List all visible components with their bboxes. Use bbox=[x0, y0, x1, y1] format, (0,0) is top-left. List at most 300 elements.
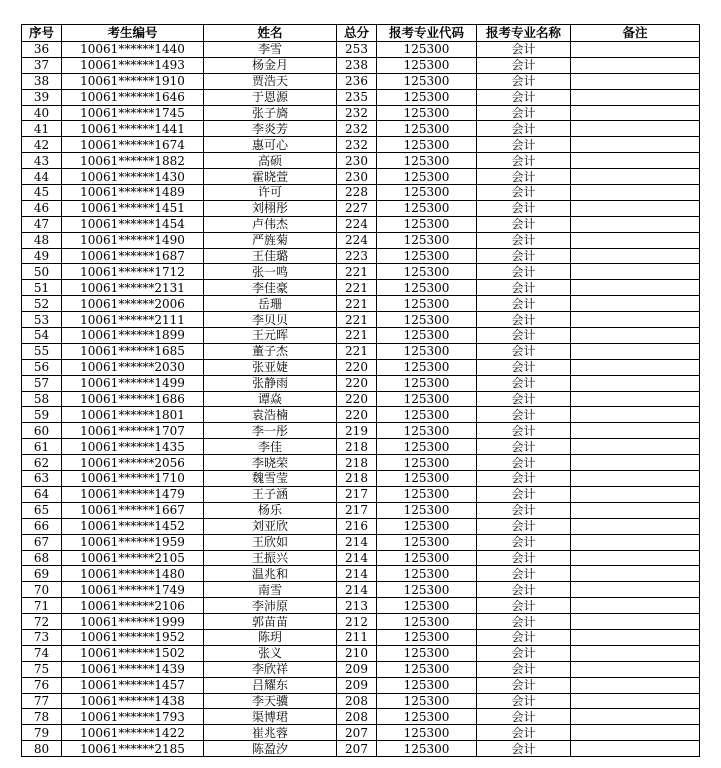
cell-remarks bbox=[571, 486, 700, 502]
table-row bbox=[22, 502, 700, 518]
cell-remarks bbox=[571, 582, 700, 598]
table-row bbox=[22, 709, 700, 725]
cell-name: 李天骥 bbox=[204, 693, 337, 709]
cell-seq: 79 bbox=[22, 725, 62, 741]
cell-seq: 46 bbox=[22, 200, 62, 216]
cell-candidate-id: 10061******1910 bbox=[62, 73, 204, 89]
cell-total-score: 232 bbox=[337, 105, 377, 121]
table-row bbox=[22, 471, 700, 487]
cell-major-name: 会计 bbox=[477, 185, 571, 201]
cell-remarks bbox=[571, 200, 700, 216]
cell-major-name: 会计 bbox=[477, 693, 571, 709]
table-row bbox=[22, 661, 700, 677]
cell-major-name: 会计 bbox=[477, 645, 571, 661]
cell-major-name: 会计 bbox=[477, 359, 571, 375]
cell-total-score: 232 bbox=[337, 137, 377, 153]
cell-major-name: 会计 bbox=[477, 121, 571, 137]
cell-candidate-id: 10061******1646 bbox=[62, 89, 204, 105]
cell-remarks bbox=[571, 471, 700, 487]
cell-total-score: 214 bbox=[337, 582, 377, 598]
cell-total-score: 221 bbox=[337, 280, 377, 296]
cell-seq: 38 bbox=[22, 73, 62, 89]
header-seq: 序号 bbox=[22, 25, 62, 42]
cell-candidate-id: 10061******1952 bbox=[62, 629, 204, 645]
cell-major-code: 125300 bbox=[377, 328, 477, 344]
cell-total-score: 220 bbox=[337, 391, 377, 407]
cell-major-name: 会计 bbox=[477, 137, 571, 153]
cell-name: 袁浩楠 bbox=[204, 407, 337, 423]
cell-name: 李炎芳 bbox=[204, 121, 337, 137]
cell-major-code: 125300 bbox=[377, 57, 477, 73]
cell-seq: 36 bbox=[22, 42, 62, 58]
cell-seq: 45 bbox=[22, 185, 62, 201]
header-candidate-id: 考生编号 bbox=[62, 25, 204, 42]
cell-major-name: 会计 bbox=[477, 280, 571, 296]
table-row bbox=[22, 359, 700, 375]
cell-candidate-id: 10061******1440 bbox=[62, 42, 204, 58]
cell-name: 李欣祥 bbox=[204, 661, 337, 677]
cell-major-name: 会计 bbox=[477, 312, 571, 328]
table-row bbox=[22, 439, 700, 455]
cell-candidate-id: 10061******1899 bbox=[62, 328, 204, 344]
cell-total-score: 214 bbox=[337, 566, 377, 582]
cell-remarks bbox=[571, 693, 700, 709]
cell-total-score: 232 bbox=[337, 121, 377, 137]
cell-candidate-id: 10061******1687 bbox=[62, 248, 204, 264]
cell-name: 王元晖 bbox=[204, 328, 337, 344]
cell-seq: 40 bbox=[22, 105, 62, 121]
cell-name: 陈盈汐 bbox=[204, 741, 337, 757]
cell-remarks bbox=[571, 169, 700, 185]
cell-name: 吕耀东 bbox=[204, 677, 337, 693]
cell-candidate-id: 10061******1422 bbox=[62, 725, 204, 741]
cell-name: 严旌菊 bbox=[204, 232, 337, 248]
cell-major-name: 会计 bbox=[477, 105, 571, 121]
cell-name: 李一彤 bbox=[204, 423, 337, 439]
cell-major-code: 125300 bbox=[377, 216, 477, 232]
cell-seq: 41 bbox=[22, 121, 62, 137]
cell-major-code: 125300 bbox=[377, 200, 477, 216]
cell-major-code: 125300 bbox=[377, 375, 477, 391]
cell-major-name: 会计 bbox=[477, 73, 571, 89]
cell-major-code: 125300 bbox=[377, 312, 477, 328]
header-major-code: 报考专业代码 bbox=[377, 25, 477, 42]
cell-seq: 43 bbox=[22, 153, 62, 169]
table-row bbox=[22, 693, 700, 709]
cell-major-code: 125300 bbox=[377, 661, 477, 677]
cell-seq: 37 bbox=[22, 57, 62, 73]
header-name: 姓名 bbox=[204, 25, 337, 42]
cell-remarks bbox=[571, 391, 700, 407]
table-row bbox=[22, 57, 700, 73]
cell-total-score: 207 bbox=[337, 741, 377, 757]
cell-major-code: 125300 bbox=[377, 153, 477, 169]
cell-total-score: 230 bbox=[337, 153, 377, 169]
cell-candidate-id: 10061******1493 bbox=[62, 57, 204, 73]
cell-seq: 73 bbox=[22, 629, 62, 645]
table-row bbox=[22, 486, 700, 502]
cell-major-code: 125300 bbox=[377, 566, 477, 582]
cell-seq: 42 bbox=[22, 137, 62, 153]
cell-candidate-id: 10061******1793 bbox=[62, 709, 204, 725]
cell-major-code: 125300 bbox=[377, 105, 477, 121]
cell-seq: 52 bbox=[22, 296, 62, 312]
table-row bbox=[22, 312, 700, 328]
table-row bbox=[22, 280, 700, 296]
cell-remarks bbox=[571, 677, 700, 693]
cell-seq: 53 bbox=[22, 312, 62, 328]
cell-total-score: 208 bbox=[337, 709, 377, 725]
cell-name: 崔兆蓉 bbox=[204, 725, 337, 741]
cell-seq: 44 bbox=[22, 169, 62, 185]
cell-candidate-id: 10061******1490 bbox=[62, 232, 204, 248]
cell-major-name: 会计 bbox=[477, 550, 571, 566]
cell-name: 李雪 bbox=[204, 42, 337, 58]
cell-candidate-id: 10061******1454 bbox=[62, 216, 204, 232]
cell-name: 温兆和 bbox=[204, 566, 337, 582]
cell-total-score: 216 bbox=[337, 518, 377, 534]
cell-major-code: 125300 bbox=[377, 343, 477, 359]
cell-name: 渠博珺 bbox=[204, 709, 337, 725]
cell-total-score: 214 bbox=[337, 550, 377, 566]
cell-major-name: 会计 bbox=[477, 216, 571, 232]
cell-remarks bbox=[571, 216, 700, 232]
cell-name: 于恩源 bbox=[204, 89, 337, 105]
cell-seq: 56 bbox=[22, 359, 62, 375]
table-row bbox=[22, 598, 700, 614]
cell-total-score: 212 bbox=[337, 614, 377, 630]
cell-seq: 74 bbox=[22, 645, 62, 661]
table-row bbox=[22, 391, 700, 407]
cell-major-code: 125300 bbox=[377, 391, 477, 407]
cell-total-score: 217 bbox=[337, 502, 377, 518]
cell-candidate-id: 10061******2185 bbox=[62, 741, 204, 757]
cell-candidate-id: 10061******1489 bbox=[62, 185, 204, 201]
cell-total-score: 211 bbox=[337, 629, 377, 645]
cell-name: 张静雨 bbox=[204, 375, 337, 391]
cell-major-code: 125300 bbox=[377, 232, 477, 248]
cell-name: 李佳豪 bbox=[204, 280, 337, 296]
cell-seq: 47 bbox=[22, 216, 62, 232]
cell-total-score: 230 bbox=[337, 169, 377, 185]
cell-seq: 65 bbox=[22, 502, 62, 518]
table-row bbox=[22, 629, 700, 645]
cell-remarks bbox=[571, 328, 700, 344]
cell-name: 张子旖 bbox=[204, 105, 337, 121]
cell-candidate-id: 10061******1480 bbox=[62, 566, 204, 582]
cell-name: 王欣如 bbox=[204, 534, 337, 550]
cell-total-score: 213 bbox=[337, 598, 377, 614]
cell-seq: 39 bbox=[22, 89, 62, 105]
cell-major-name: 会计 bbox=[477, 153, 571, 169]
cell-seq: 59 bbox=[22, 407, 62, 423]
cell-total-score: 221 bbox=[337, 264, 377, 280]
cell-seq: 48 bbox=[22, 232, 62, 248]
cell-candidate-id: 10061******1745 bbox=[62, 105, 204, 121]
table-row bbox=[22, 645, 700, 661]
cell-total-score: 227 bbox=[337, 200, 377, 216]
table-row bbox=[22, 248, 700, 264]
cell-candidate-id: 10061******1667 bbox=[62, 502, 204, 518]
cell-total-score: 224 bbox=[337, 232, 377, 248]
cell-seq: 58 bbox=[22, 391, 62, 407]
cell-total-score: 235 bbox=[337, 89, 377, 105]
cell-major-name: 会计 bbox=[477, 423, 571, 439]
cell-name: 杨乐 bbox=[204, 502, 337, 518]
cell-major-code: 125300 bbox=[377, 455, 477, 471]
cell-major-code: 125300 bbox=[377, 264, 477, 280]
table-row bbox=[22, 232, 700, 248]
cell-total-score: 219 bbox=[337, 423, 377, 439]
cell-candidate-id: 10061******2106 bbox=[62, 598, 204, 614]
cell-remarks bbox=[571, 725, 700, 741]
cell-name: 杨金月 bbox=[204, 57, 337, 73]
cell-candidate-id: 10061******1499 bbox=[62, 375, 204, 391]
cell-name: 霍晓萱 bbox=[204, 169, 337, 185]
cell-major-code: 125300 bbox=[377, 89, 477, 105]
cell-major-name: 会计 bbox=[477, 598, 571, 614]
cell-total-score: 253 bbox=[337, 42, 377, 58]
score-table bbox=[21, 24, 700, 757]
cell-remarks bbox=[571, 137, 700, 153]
cell-major-code: 125300 bbox=[377, 725, 477, 741]
cell-remarks bbox=[571, 153, 700, 169]
cell-name: 王振兴 bbox=[204, 550, 337, 566]
cell-remarks bbox=[571, 598, 700, 614]
cell-total-score: 220 bbox=[337, 359, 377, 375]
cell-candidate-id: 10061******1882 bbox=[62, 153, 204, 169]
header-remarks: 备注 bbox=[571, 25, 700, 42]
cell-major-name: 会计 bbox=[477, 169, 571, 185]
cell-remarks bbox=[571, 105, 700, 121]
table-row bbox=[22, 153, 700, 169]
cell-candidate-id: 10061******2056 bbox=[62, 455, 204, 471]
cell-major-code: 125300 bbox=[377, 121, 477, 137]
cell-name: 刘栩彤 bbox=[204, 200, 337, 216]
cell-seq: 68 bbox=[22, 550, 62, 566]
cell-major-name: 会计 bbox=[477, 677, 571, 693]
cell-candidate-id: 10061******1686 bbox=[62, 391, 204, 407]
cell-major-name: 会计 bbox=[477, 328, 571, 344]
cell-name: 张义 bbox=[204, 645, 337, 661]
cell-remarks bbox=[571, 423, 700, 439]
cell-major-name: 会计 bbox=[477, 455, 571, 471]
cell-total-score: 210 bbox=[337, 645, 377, 661]
cell-major-code: 125300 bbox=[377, 439, 477, 455]
cell-total-score: 228 bbox=[337, 185, 377, 201]
cell-candidate-id: 10061******1999 bbox=[62, 614, 204, 630]
cell-candidate-id: 10061******1502 bbox=[62, 645, 204, 661]
cell-major-code: 125300 bbox=[377, 518, 477, 534]
cell-major-name: 会计 bbox=[477, 264, 571, 280]
cell-seq: 50 bbox=[22, 264, 62, 280]
cell-remarks bbox=[571, 312, 700, 328]
table-row bbox=[22, 423, 700, 439]
cell-name: 张亚婕 bbox=[204, 359, 337, 375]
cell-name: 董子杰 bbox=[204, 343, 337, 359]
table-row bbox=[22, 216, 700, 232]
cell-major-code: 125300 bbox=[377, 598, 477, 614]
cell-remarks bbox=[571, 73, 700, 89]
cell-major-name: 会计 bbox=[477, 407, 571, 423]
cell-major-code: 125300 bbox=[377, 614, 477, 630]
table-row bbox=[22, 105, 700, 121]
cell-major-name: 会计 bbox=[477, 534, 571, 550]
cell-major-code: 125300 bbox=[377, 185, 477, 201]
cell-major-name: 会计 bbox=[477, 248, 571, 264]
cell-remarks bbox=[571, 709, 700, 725]
cell-major-code: 125300 bbox=[377, 741, 477, 757]
cell-major-code: 125300 bbox=[377, 709, 477, 725]
cell-major-name: 会计 bbox=[477, 391, 571, 407]
cell-seq: 78 bbox=[22, 709, 62, 725]
cell-candidate-id: 10061******1707 bbox=[62, 423, 204, 439]
cell-total-score: 223 bbox=[337, 248, 377, 264]
cell-seq: 60 bbox=[22, 423, 62, 439]
cell-major-name: 会计 bbox=[477, 232, 571, 248]
cell-total-score: 209 bbox=[337, 661, 377, 677]
cell-seq: 54 bbox=[22, 328, 62, 344]
cell-seq: 66 bbox=[22, 518, 62, 534]
cell-name: 谭焱 bbox=[204, 391, 337, 407]
table-row bbox=[22, 328, 700, 344]
cell-remarks bbox=[571, 264, 700, 280]
cell-name: 李贝贝 bbox=[204, 312, 337, 328]
cell-major-name: 会计 bbox=[477, 200, 571, 216]
table-body bbox=[22, 42, 700, 757]
cell-major-name: 会计 bbox=[477, 566, 571, 582]
cell-candidate-id: 10061******1685 bbox=[62, 343, 204, 359]
cell-major-code: 125300 bbox=[377, 582, 477, 598]
cell-total-score: 236 bbox=[337, 73, 377, 89]
cell-major-code: 125300 bbox=[377, 645, 477, 661]
cell-seq: 64 bbox=[22, 486, 62, 502]
cell-major-code: 125300 bbox=[377, 502, 477, 518]
table-row bbox=[22, 534, 700, 550]
cell-name: 李晓荣 bbox=[204, 455, 337, 471]
cell-remarks bbox=[571, 407, 700, 423]
cell-major-code: 125300 bbox=[377, 169, 477, 185]
cell-remarks bbox=[571, 566, 700, 582]
table-row bbox=[22, 200, 700, 216]
cell-remarks bbox=[571, 518, 700, 534]
table-row bbox=[22, 89, 700, 105]
cell-remarks bbox=[571, 280, 700, 296]
cell-candidate-id: 10061******1441 bbox=[62, 121, 204, 137]
cell-remarks bbox=[571, 629, 700, 645]
cell-seq: 55 bbox=[22, 343, 62, 359]
cell-candidate-id: 10061******1435 bbox=[62, 439, 204, 455]
cell-major-name: 会计 bbox=[477, 42, 571, 58]
cell-major-code: 125300 bbox=[377, 359, 477, 375]
table-row bbox=[22, 296, 700, 312]
cell-candidate-id: 10061******1749 bbox=[62, 582, 204, 598]
cell-seq: 49 bbox=[22, 248, 62, 264]
cell-total-score: 238 bbox=[337, 57, 377, 73]
cell-seq: 76 bbox=[22, 677, 62, 693]
table-row bbox=[22, 677, 700, 693]
cell-remarks bbox=[571, 439, 700, 455]
cell-seq: 75 bbox=[22, 661, 62, 677]
cell-name: 张一鸣 bbox=[204, 264, 337, 280]
cell-candidate-id: 10061******2131 bbox=[62, 280, 204, 296]
cell-candidate-id: 10061******1712 bbox=[62, 264, 204, 280]
table-row bbox=[22, 375, 700, 391]
cell-total-score: 221 bbox=[337, 328, 377, 344]
cell-seq: 77 bbox=[22, 693, 62, 709]
cell-remarks bbox=[571, 296, 700, 312]
table-row bbox=[22, 73, 700, 89]
table-row bbox=[22, 42, 700, 58]
cell-name: 李沛原 bbox=[204, 598, 337, 614]
cell-candidate-id: 10061******2030 bbox=[62, 359, 204, 375]
cell-remarks bbox=[571, 741, 700, 757]
cell-major-name: 会计 bbox=[477, 709, 571, 725]
table-row bbox=[22, 566, 700, 582]
cell-remarks bbox=[571, 534, 700, 550]
cell-name: 贾浩天 bbox=[204, 73, 337, 89]
cell-total-score: 220 bbox=[337, 407, 377, 423]
table-row bbox=[22, 582, 700, 598]
cell-major-code: 125300 bbox=[377, 42, 477, 58]
cell-total-score: 221 bbox=[337, 296, 377, 312]
cell-seq: 72 bbox=[22, 614, 62, 630]
cell-major-name: 会计 bbox=[477, 296, 571, 312]
cell-remarks bbox=[571, 343, 700, 359]
cell-remarks bbox=[571, 645, 700, 661]
cell-remarks bbox=[571, 502, 700, 518]
cell-total-score: 218 bbox=[337, 455, 377, 471]
cell-major-name: 会计 bbox=[477, 439, 571, 455]
cell-major-code: 125300 bbox=[377, 534, 477, 550]
cell-total-score: 207 bbox=[337, 725, 377, 741]
cell-total-score: 224 bbox=[337, 216, 377, 232]
cell-major-name: 会计 bbox=[477, 343, 571, 359]
cell-major-code: 125300 bbox=[377, 248, 477, 264]
cell-total-score: 214 bbox=[337, 534, 377, 550]
cell-name: 王佳璐 bbox=[204, 248, 337, 264]
cell-remarks bbox=[571, 121, 700, 137]
cell-candidate-id: 10061******1451 bbox=[62, 200, 204, 216]
cell-remarks bbox=[571, 661, 700, 677]
cell-name: 卢伟杰 bbox=[204, 216, 337, 232]
cell-name: 刘亚欣 bbox=[204, 518, 337, 534]
cell-seq: 57 bbox=[22, 375, 62, 391]
cell-name: 许可 bbox=[204, 185, 337, 201]
table-row bbox=[22, 264, 700, 280]
cell-remarks bbox=[571, 455, 700, 471]
cell-major-code: 125300 bbox=[377, 693, 477, 709]
table-row bbox=[22, 741, 700, 757]
cell-seq: 63 bbox=[22, 471, 62, 487]
cell-seq: 62 bbox=[22, 455, 62, 471]
cell-remarks bbox=[571, 248, 700, 264]
header-major-name: 报考专业名称 bbox=[477, 25, 571, 42]
cell-name: 南雪 bbox=[204, 582, 337, 598]
cell-remarks bbox=[571, 42, 700, 58]
cell-major-name: 会计 bbox=[477, 502, 571, 518]
cell-seq: 71 bbox=[22, 598, 62, 614]
cell-seq: 67 bbox=[22, 534, 62, 550]
cell-remarks bbox=[571, 375, 700, 391]
cell-remarks bbox=[571, 232, 700, 248]
header-total-score: 总分 bbox=[337, 25, 377, 42]
cell-name: 李佳 bbox=[204, 439, 337, 455]
cell-major-name: 会计 bbox=[477, 661, 571, 677]
cell-major-code: 125300 bbox=[377, 137, 477, 153]
cell-major-code: 125300 bbox=[377, 677, 477, 693]
cell-name: 高硕 bbox=[204, 153, 337, 169]
